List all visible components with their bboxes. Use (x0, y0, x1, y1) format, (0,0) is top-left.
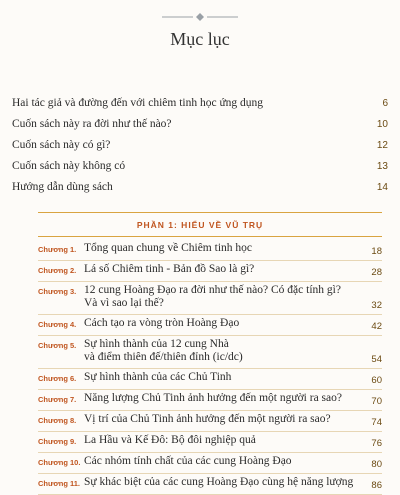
chapter-page: 86 (371, 480, 382, 491)
toc-entry-page: 10 (376, 119, 388, 130)
chapter-entry[interactable] (38, 390, 382, 411)
part-divider-bottom (38, 236, 382, 237)
chapter-page: 76 (371, 438, 382, 449)
toc-entry-title: Cuốn sách này có gì? (12, 139, 111, 151)
chapter-page: 42 (371, 321, 382, 332)
chapter-title: Sự hình thành của 12 cung Nhà và điểm thiên đế/thiên đỉnh (ic/dc) (84, 338, 243, 363)
chapter-entry[interactable] (38, 369, 382, 390)
chapter-label: Chương 2. (38, 266, 77, 275)
chapter-entry[interactable] (38, 474, 382, 495)
toc-entry[interactable] (12, 97, 388, 118)
chapter-title: Vị trí của Chủ Tinh ảnh hưởng đến một người ra sao? (84, 413, 331, 425)
toc-entry-page: 14 (376, 182, 388, 193)
chapter-title: Tổng quan chung về Chiêm tinh học (84, 242, 252, 254)
chapter-list (38, 240, 382, 495)
chapter-title: Lá số Chiêm tinh - Bản đồ Sao là gì? (84, 263, 255, 275)
toc-entry-title: Cuốn sách này không có (12, 160, 126, 172)
chapter-entry[interactable] (38, 453, 382, 474)
title-ornament-icon (160, 12, 240, 22)
chapter-label: Chương 10. (38, 458, 81, 467)
chapter-label: Chương 6. (38, 374, 77, 383)
chapter-label: Chương 7. (38, 395, 77, 404)
toc-entry-title: Hướng dẫn dùng sách (12, 181, 113, 193)
chapter-title: Sự khác biệt của các cung Hoàng Đạo cùng hệ năng lượng (84, 476, 354, 488)
toc-entry[interactable] (12, 160, 388, 181)
chapter-title: Năng lượng Chủ Tinh ảnh hưởng đến một người ra sao? (84, 392, 342, 404)
chapter-label: Chương 1. (38, 245, 77, 254)
part-divider-top (38, 212, 382, 213)
chapter-page: 54 (371, 354, 382, 365)
toc-entry-page: 12 (376, 140, 388, 151)
chapter-page: 74 (371, 417, 382, 428)
chapter-title: La Hầu và Kế Đô: Bộ đôi nghiệp quả (84, 434, 256, 446)
chapter-label: Chương 11. (38, 479, 81, 488)
chapter-title: Sự hình thành của các Chủ Tinh (84, 371, 232, 383)
chapter-page: 60 (371, 375, 382, 386)
chapter-entry[interactable] (38, 240, 382, 261)
chapter-page: 70 (371, 396, 382, 407)
chapter-page: 18 (371, 246, 382, 257)
toc-entry-page: 13 (376, 161, 388, 172)
chapter-label: Chương 5. (38, 341, 77, 350)
chapter-label: Chương 8. (38, 416, 77, 425)
chapter-entry[interactable] (38, 432, 382, 453)
toc-entry[interactable] (12, 181, 388, 202)
toc-entry-page: 6 (382, 98, 388, 109)
chapter-entry[interactable] (38, 282, 382, 315)
chapter-entry[interactable] (38, 315, 382, 336)
toc-entry[interactable] (12, 139, 388, 160)
chapter-title: Cách tạo ra vòng tròn Hoàng Đạo (84, 317, 240, 329)
chapter-title: 12 cung Hoàng Đạo ra đời như thế nào? Có đặc tính gì? Và vì sao lại thế? (84, 284, 341, 309)
chapter-label: Chương 9. (38, 437, 77, 446)
page-title: Mục lục (170, 29, 230, 49)
chapter-title: Các nhóm tính chất của các cung Hoàng Đạo (84, 455, 292, 467)
chapter-page: 32 (371, 300, 382, 311)
chapter-label: Chương 4. (38, 320, 77, 329)
part-title: PHẦN 1: HIỂU VỀ VŨ TRỤ (136, 220, 264, 230)
front-matter-list (12, 97, 388, 202)
chapter-label: Chương 3. (38, 287, 77, 296)
chapter-entry[interactable] (38, 261, 382, 282)
chapter-entry[interactable] (38, 336, 382, 369)
toc-entry[interactable] (12, 118, 388, 139)
chapter-page: 80 (371, 459, 382, 470)
chapter-entry[interactable] (38, 411, 382, 432)
toc-entry-title: Hai tác giả và đường đến với chiêm tinh học ứng dụng (12, 97, 264, 109)
chapter-page: 28 (371, 267, 382, 278)
toc-entry-title: Cuốn sách này ra đời như thế nào? (12, 118, 172, 130)
